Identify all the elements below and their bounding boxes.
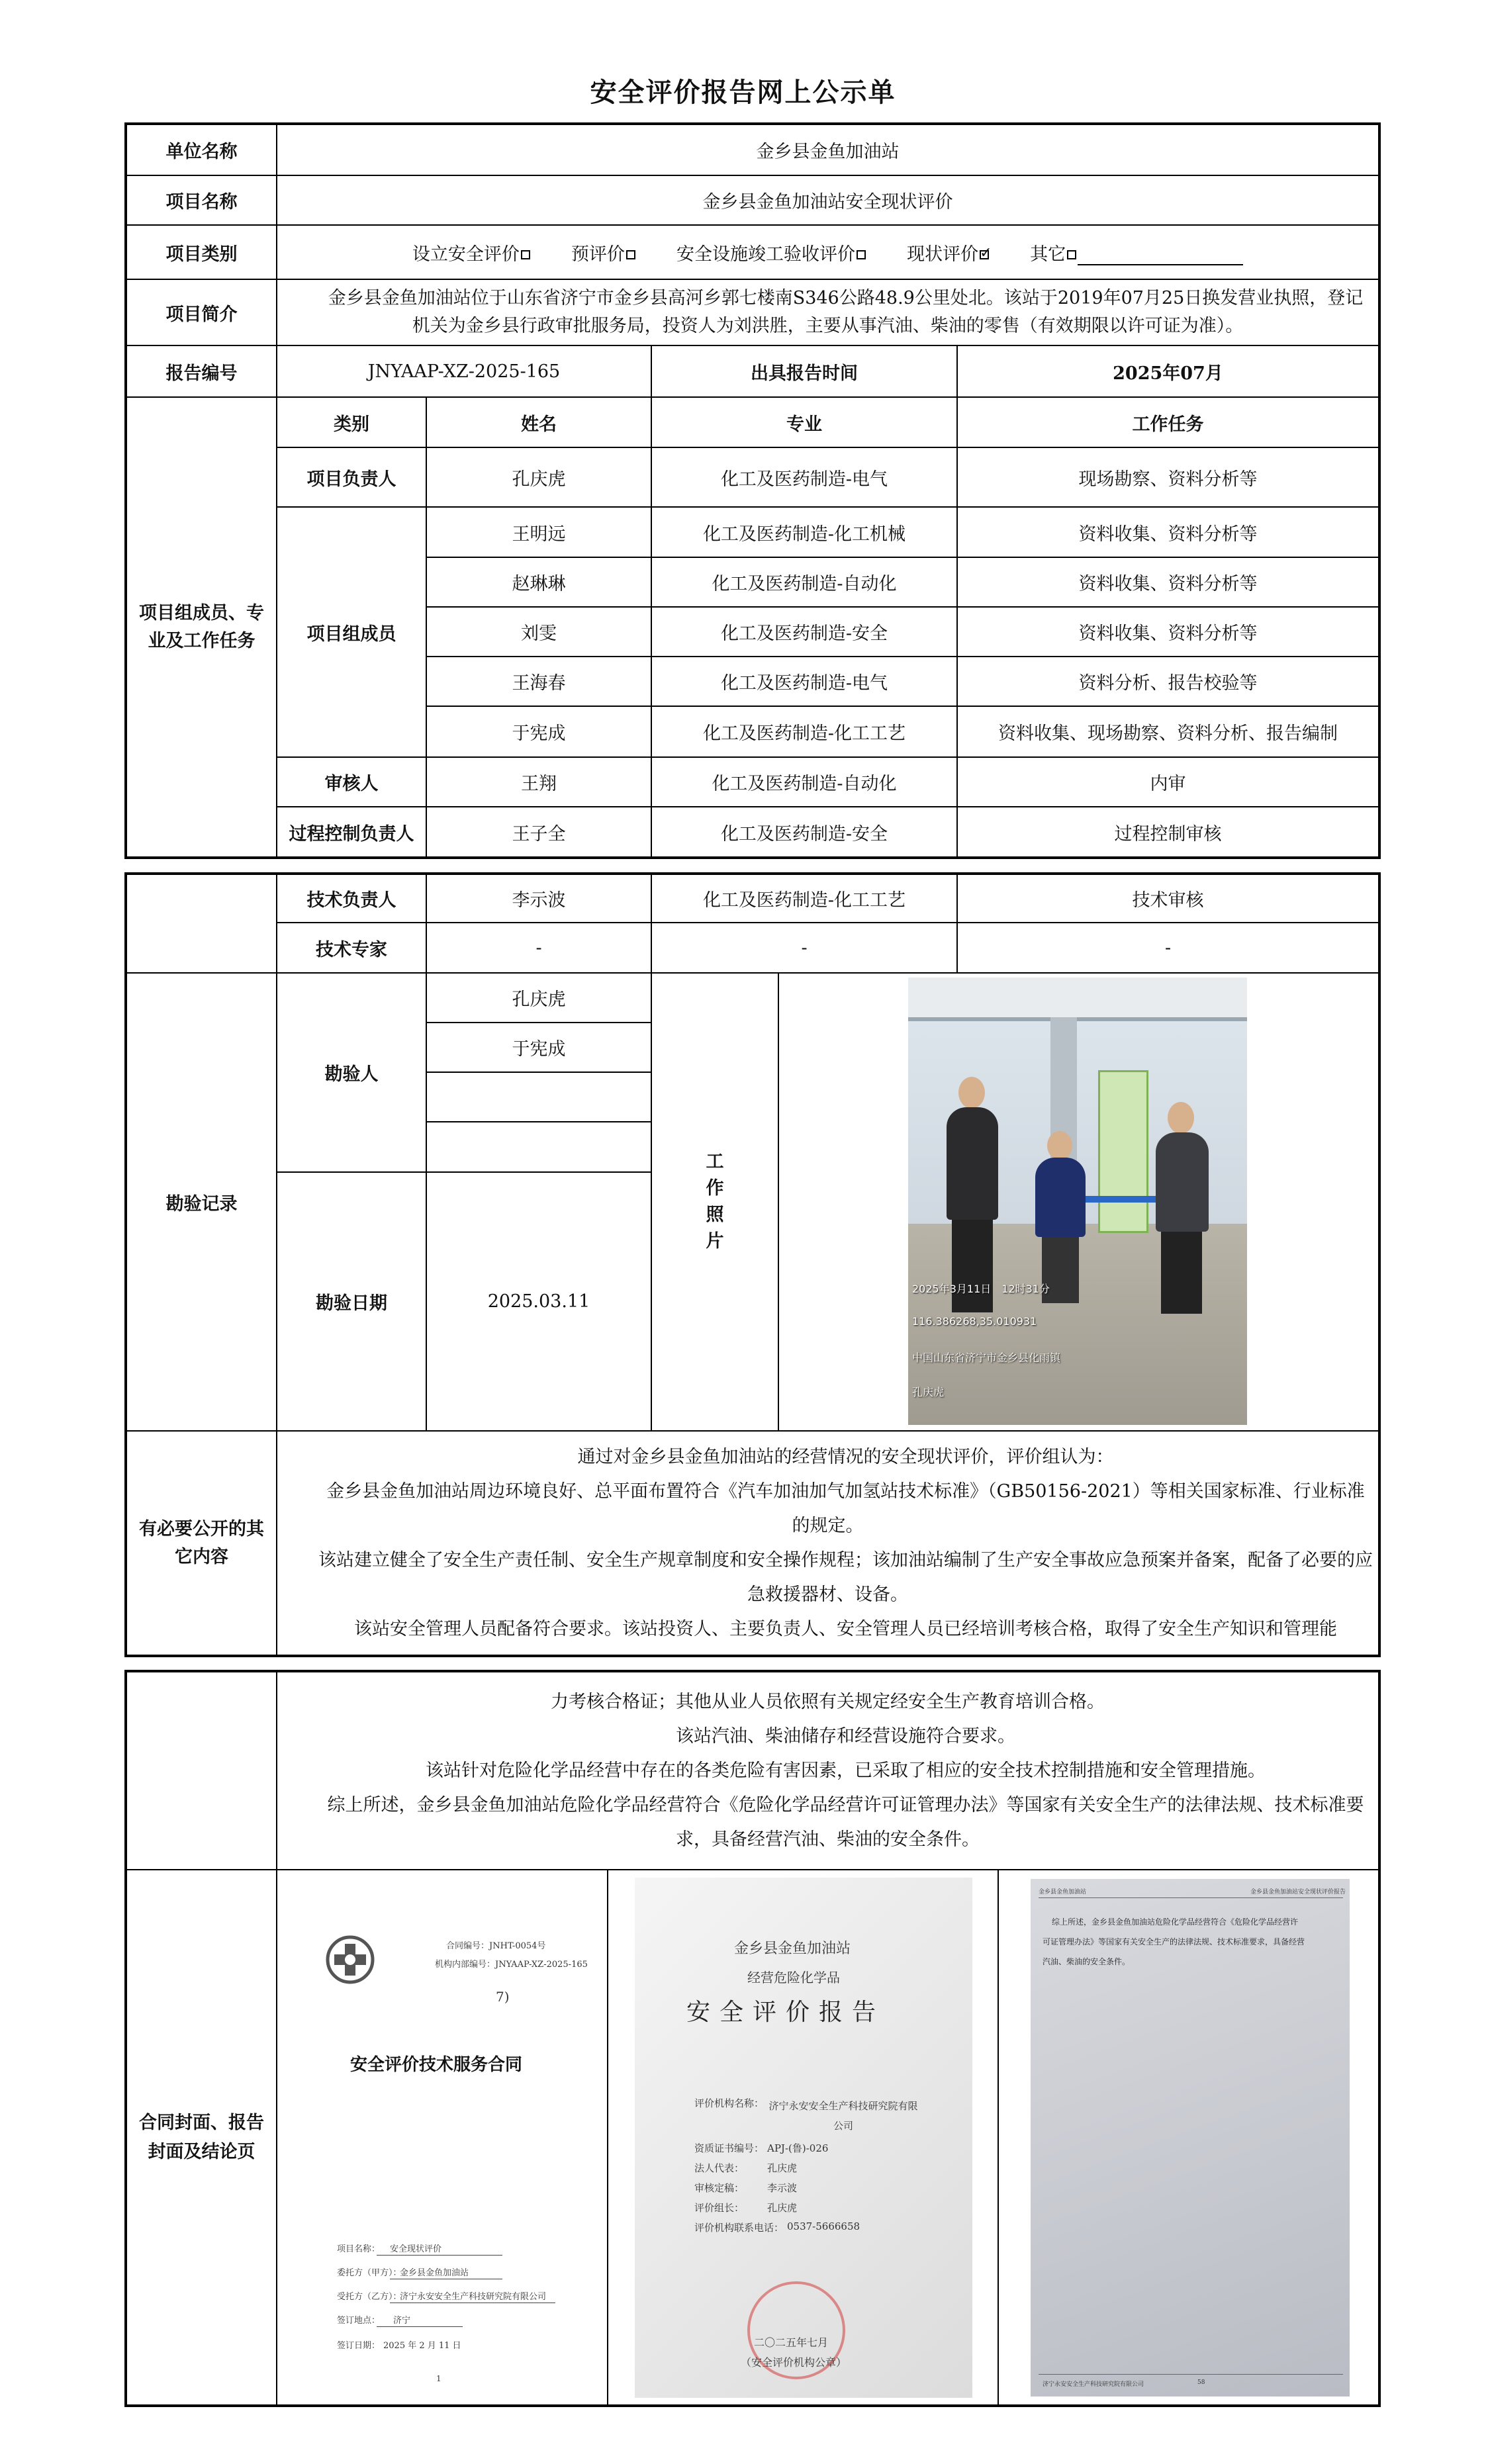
disclosure-p6: 该站针对危险化学品经营中存在的各类危险有害因素，已采取了相应的安全技术控制措施和安全管理措施。 xyxy=(426,1760,1266,1781)
report-time-value: 2025年07月 xyxy=(957,345,1379,397)
survey-person xyxy=(426,1122,651,1172)
project-type-options xyxy=(277,225,1379,279)
tech-expert-name: - xyxy=(426,923,651,973)
person-figure xyxy=(1156,1132,1209,1232)
member-task: 资料收集、资料分析等 xyxy=(957,507,1379,557)
photo-caption-time: 2025年3月11日 12时31分 xyxy=(912,1283,1050,1295)
survey-label: 勘验记录 xyxy=(126,973,277,1431)
page-title: 安全评价报告网上公示单 xyxy=(590,77,896,108)
member-name: 王海春 xyxy=(426,657,651,706)
team-label: 项目组成员、专业及工作任务 xyxy=(126,397,277,858)
tech-leader-major: 化工及医药制造-化工工艺 xyxy=(651,874,957,923)
page-number: 1 xyxy=(436,2373,441,2383)
contract-title: 安全评价技术服务合同 xyxy=(350,2054,523,2075)
header-category: 类别 xyxy=(277,397,426,447)
tech-expert-category: 技术专家 xyxy=(277,923,426,973)
report-field-value: 0537-5666658 xyxy=(787,2220,860,2232)
field-value: 济宁永安安全生产科技研究院有限公司 xyxy=(400,2291,547,2302)
member-category: 项目组成员 xyxy=(277,507,426,757)
report-date: 二〇二五年七月 xyxy=(754,2336,829,2349)
header-name: 姓名 xyxy=(426,397,651,447)
disclosure-p7: 综上所述，金乡县金鱼加油站危险化学品经营符合《危险化学品经营许可证管理办法》等国家有关安全生产的法律法规、技术标准要求，具备经营汽油、柴油的安全条件。 xyxy=(327,1794,1364,1850)
conclusion-page-cell xyxy=(998,1870,1379,2406)
report-field-label: 评价机构联系电话： xyxy=(694,2221,784,2234)
member-task: 资料收集、现场勘察、资料分析、报告编制 xyxy=(957,706,1379,757)
process-task: 过程控制审核 xyxy=(957,807,1379,858)
type-option-1: 设立安全评价 xyxy=(412,244,520,265)
conclusion-line-1: 综上所述，金乡县金鱼加油站危险化学品经营符合《危险化学品经营许 xyxy=(1052,1917,1299,1927)
conclusion-page-image xyxy=(999,1871,1378,2404)
leader-major: 化工及医药制造-电气 xyxy=(651,447,957,507)
conclusion-header-right: 金乡县金鱼加油站安全现状评价报告 xyxy=(1250,1888,1346,1895)
disclosure-p5: 该站汽油、柴油储存和经营设施符合要求。 xyxy=(676,1725,1015,1747)
conclusion-header: 金乡县金鱼加油站 xyxy=(1039,1888,1087,1895)
unit-label: 单位名称 xyxy=(126,124,277,175)
process-name: 王子全 xyxy=(426,807,651,858)
field-label: 委托方（甲方）： xyxy=(337,2267,402,2278)
field-value: 2025 年 2 月 11 日 xyxy=(383,2340,461,2351)
report-cover-cell xyxy=(608,1870,998,2406)
disclosure-p1: 通过对金乡县金鱼加油站的经营情况的安全现状评价，评价组认为： xyxy=(577,1446,1114,1467)
report-field-value: 孔庆虎 xyxy=(767,2201,798,2214)
table-row xyxy=(126,807,1379,858)
header-major: 专业 xyxy=(651,397,957,447)
disclosure-p2: 金乡县金鱼加油站周边环境良好、总平面布置符合《汽车加油加气加氢站技术标准》（GB50156-2021）等相关国家标准、行业标准的规定。 xyxy=(326,1481,1365,1536)
leader-category: 项目负责人 xyxy=(277,447,426,507)
header-task: 工作任务 xyxy=(957,397,1379,447)
report-subtitle: 经营危险化学品 xyxy=(747,1969,840,1985)
photo-label: 工作照片 xyxy=(706,1152,724,1252)
other-blank-line xyxy=(1078,247,1243,265)
photo-caption-coords: 116.386268,35.010931 xyxy=(912,1315,1037,1328)
process-major: 化工及医药制造-安全 xyxy=(651,807,957,858)
work-photo xyxy=(908,978,1247,1425)
table-row xyxy=(126,507,1379,557)
reviewer-task: 内审 xyxy=(957,757,1379,807)
member-name: 于宪成 xyxy=(426,706,651,757)
member-task: 资料收集、资料分析等 xyxy=(957,557,1379,607)
canopy-graphic xyxy=(908,978,1247,1021)
table-row xyxy=(126,447,1379,507)
report-field-value: 孔庆虎 xyxy=(767,2162,798,2174)
field-value: 金乡县金鱼加油站 xyxy=(400,2267,469,2278)
type-option-5: 其它 xyxy=(1030,244,1066,265)
checkbox-checked-icon xyxy=(980,250,989,259)
member-major: 化工及医药制造-化工机械 xyxy=(651,507,957,557)
tech-expert-task: - xyxy=(957,923,1379,973)
disclosure-p4b: 力考核合格证；其他从业人员依照有关规定经安全生产教育培训合格。 xyxy=(551,1691,1105,1712)
leader-name: 孔庆虎 xyxy=(426,447,651,507)
report-time-label: 出具报告时间 xyxy=(651,345,957,397)
tech-leader-category: 技术负责人 xyxy=(277,874,426,923)
member-name: 刘雯 xyxy=(426,607,651,657)
reviewer-major: 化工及医药制造-自动化 xyxy=(651,757,957,807)
field-label: 受托方（乙方）： xyxy=(337,2291,402,2302)
survey-person: 于宪成 xyxy=(426,1023,651,1072)
report-title: 安全评价报告 xyxy=(686,1998,886,2026)
intro-text-cell xyxy=(277,279,1379,345)
photo-label-cell xyxy=(651,973,778,1431)
info-table xyxy=(124,122,1381,859)
report-field-label: 资质证书编号： xyxy=(694,2142,765,2154)
member-task: 资料收集、资料分析等 xyxy=(957,607,1379,657)
field-value: 安全现状评价 xyxy=(390,2244,442,2254)
project-label: 项目名称 xyxy=(126,175,277,225)
safety-logo-icon xyxy=(325,1935,375,1985)
report-field-value: APJ-(鲁)-026 xyxy=(767,2142,829,2154)
tech-leader-name: 李示波 xyxy=(426,874,651,923)
tech-expert-major: - xyxy=(651,923,957,973)
survey-person: 孔庆虎 xyxy=(426,973,651,1023)
member-name: 王明远 xyxy=(426,507,651,557)
disclosure-label: 有必要公开的其它内容 xyxy=(126,1431,277,1656)
photo-caption-name: 孔庆虎 xyxy=(912,1386,945,1398)
member-major: 化工及医药制造-化工工艺 xyxy=(651,706,957,757)
tech-leader-task: 技术审核 xyxy=(957,874,1379,923)
report-cover-image xyxy=(608,1871,998,2404)
checkbox-icon xyxy=(521,250,530,259)
report-field-label: 审核定稿： xyxy=(694,2181,745,2194)
process-category: 过程控制负责人 xyxy=(277,807,426,858)
field-label: 签订地点： xyxy=(337,2315,381,2326)
contract-label: 合同封面、报告封面及结论页 xyxy=(126,1870,277,2406)
reviewer-category: 审核人 xyxy=(277,757,426,807)
disclosure-text-cell xyxy=(277,1431,1379,1656)
project-value: 金乡县金鱼加油站安全现状评价 xyxy=(277,175,1379,225)
unit-value: 金乡县金鱼加油站 xyxy=(277,124,1379,175)
conclusion-page-number: 58 xyxy=(1197,2379,1205,2386)
contract-no-label: 合同编号： xyxy=(446,1940,490,1951)
contract-no: JNHT-0054号 xyxy=(489,1940,546,1951)
report-field-label: 评价组长： xyxy=(694,2201,745,2214)
checkbox-icon xyxy=(857,250,866,259)
blank-label-cell xyxy=(126,1671,277,1870)
contract-no2-label: 机构内部编号： xyxy=(435,1959,496,1970)
table-row xyxy=(126,757,1379,807)
intro-text: 金乡县金鱼加油站位于山东省济宁市金乡县高河乡郭七楼南S346公路48.9公里处北。该站于2019年07月25日换发营业执照，登记机关为金乡县行政审批服务局，投资人为刘洪胜，主要从事汽油、柴油的零售（有效期限以许可证为准）。 xyxy=(328,288,1364,336)
report-unit: 金乡县金鱼加油站 xyxy=(734,1940,851,1957)
disclosure-p4a: 该站安全管理人员配备符合要求。该站投资人、主要负责人、安全管理人员已经培训考核合格，取得了安全生产知识和管理能 xyxy=(354,1618,1337,1639)
report-field-label: 评价机构名称： xyxy=(694,2097,765,2109)
member-major: 化工及医药制造-自动化 xyxy=(651,557,957,607)
field-label: 项目名称： xyxy=(337,2244,381,2254)
member-name: 赵琳琳 xyxy=(426,557,651,607)
disclosure-p3: 该站建立健全了安全生产责任制、安全生产规章制度和安全操作规程；该加油站编制了生产安全事故应急预案并备案，配备了必要的应急救援器材、设备。 xyxy=(318,1549,1373,1605)
intro-label: 项目简介 xyxy=(126,279,277,345)
report-no-label: 报告编号 xyxy=(126,345,277,397)
report-field-value: 李示波 xyxy=(767,2181,798,2194)
blank-label-cell xyxy=(126,874,277,973)
report-field-label: 法人代表： xyxy=(694,2162,745,2174)
field-label: 签订日期： xyxy=(337,2340,381,2351)
contract-no2: JNYAAP-XZ-2025-165 xyxy=(495,1959,588,1970)
report-no-value: JNYAAP-XZ-2025-165 xyxy=(277,345,651,397)
type-option-3: 安全设施竣工验收评价 xyxy=(676,244,855,265)
survey-person-label: 勘验人 xyxy=(277,973,426,1172)
report-seal-note: （安全评价机构公章） xyxy=(741,2355,847,2369)
person-figure xyxy=(1035,1158,1086,1237)
attachment-table xyxy=(124,1670,1381,2407)
member-task: 资料分析、报告校验等 xyxy=(957,657,1379,706)
disclosure-continued-cell xyxy=(277,1671,1379,1870)
survey-date-value: 2025.03.11 xyxy=(426,1172,651,1431)
type-option-2: 预评价 xyxy=(571,244,625,265)
conclusion-line-3: 汽油、柴油的安全条件。 xyxy=(1043,1956,1131,1966)
contract-cover-image xyxy=(277,1871,607,2404)
table-row xyxy=(126,874,1379,923)
reviewer-name: 王翔 xyxy=(426,757,651,807)
survey-table xyxy=(124,872,1381,1657)
contract-handwritten-mark: 7) xyxy=(496,1988,510,2005)
field-value: 济宁 xyxy=(393,2315,411,2326)
survey-date-label: 勘验日期 xyxy=(277,1172,426,1431)
member-major: 化工及医药制造-安全 xyxy=(651,607,957,657)
member-major: 化工及医药制造-电气 xyxy=(651,657,957,706)
photo-cell xyxy=(778,973,1379,1431)
table-row xyxy=(126,923,1379,973)
checkbox-icon xyxy=(626,250,635,259)
person-figure xyxy=(947,1107,998,1220)
type-option-4: 现状评价 xyxy=(907,244,979,265)
photo-caption-location: 中国山东省济宁市金乡县化雨镇 xyxy=(912,1351,1061,1364)
checkbox-icon xyxy=(1067,250,1076,259)
contract-cover-cell xyxy=(277,1870,608,2406)
conclusion-footer: 济宁永安安全生产科技研究院有限公司 xyxy=(1043,2381,1144,2388)
project-type-label: 项目类别 xyxy=(126,225,277,279)
survey-person xyxy=(426,1072,651,1122)
report-field-value: 济宁永安安全生产科技研究院有限公司 xyxy=(768,2099,918,2132)
leader-task: 现场勘察、资料分析等 xyxy=(957,447,1379,507)
conclusion-line-2: 可证管理办法》等国家有关安全生产的法律法规、技术标准要求，具备经营 xyxy=(1043,1937,1305,1946)
